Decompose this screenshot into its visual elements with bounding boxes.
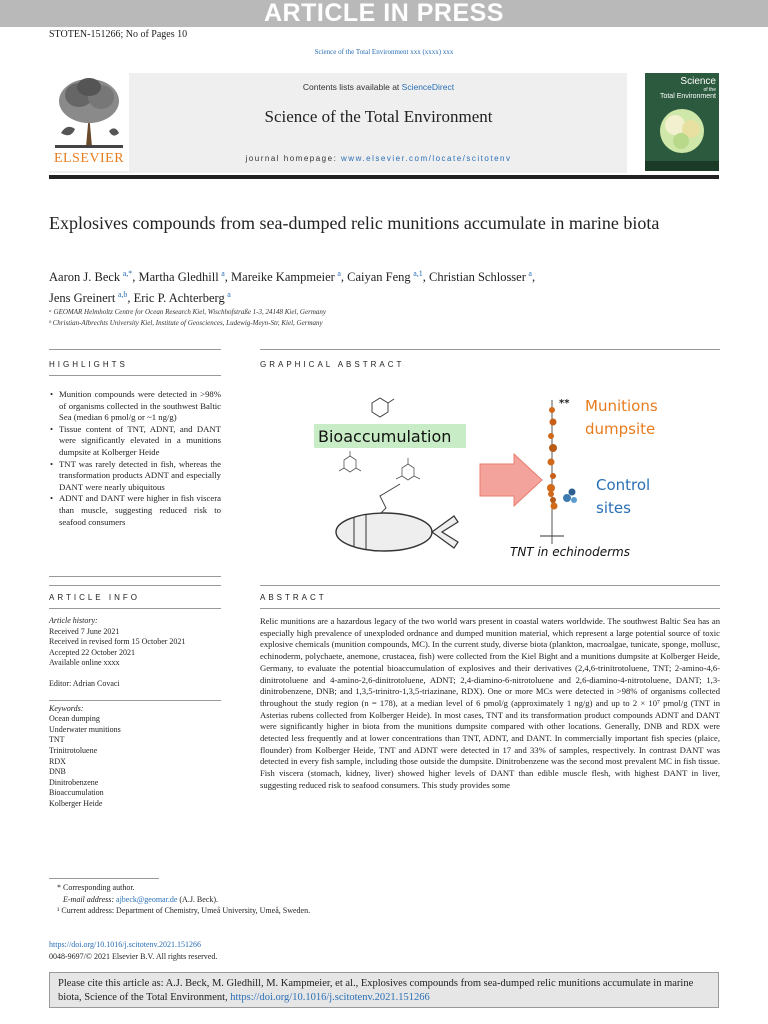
received-date: Received 7 June 2021 [49, 626, 120, 636]
bomb-icon [336, 513, 458, 551]
affiliation-b: ᵇ Christian-Albrechts University Kiel, Institute of Geosciences, Ludewig-Meyn-Str, Kiel, Germany [49, 319, 323, 327]
keyword[interactable]: Underwater munitions [49, 724, 121, 734]
highlight-item: • Munition compounds were detected in >98% of organisms collected in the southwest Baltic Sea (median 6 pmol/g or ~1 ng/g) [59, 389, 221, 424]
keyword[interactable]: RDX [49, 756, 66, 766]
cover-title-line-2: of the [703, 87, 716, 93]
author-affiliation-marker[interactable]: a [337, 269, 341, 278]
revised-date: Received in revised form 15 October 2021 [49, 637, 186, 647]
journal-reference-link[interactable]: Science of the Total Environment xxx (xxxx) xxx [314, 48, 454, 56]
graphical-abstract-figure[interactable] [304, 384, 670, 567]
author-affiliation-marker[interactable]: a,b [117, 290, 128, 300]
bioaccumulation-label: Bioaccumulation [318, 427, 452, 446]
leaching-line [378, 484, 400, 516]
author-name[interactable]: Jens Greinert [49, 291, 116, 306]
highlights-list [49, 389, 221, 528]
email-suffix: (A.J. Beck). [177, 894, 219, 904]
citation-doi-link[interactable]: https://doi.org/10.1016/j.scitotenv.2021.151266 [230, 992, 430, 1003]
contents-line [130, 82, 627, 92]
highlights-heading: HIGHLIGHTS [49, 360, 128, 369]
article-info-heading: ARTICLE INFO [49, 593, 140, 602]
article-info [49, 616, 221, 810]
abstract-heading: ABSTRACT [260, 593, 327, 602]
contents-prefix: Contents lists available at [302, 82, 402, 92]
highlights-rule-bottom [49, 375, 221, 376]
dumpsite-label: dumpsite [585, 420, 656, 438]
arrow-icon [480, 454, 542, 506]
keyword[interactable]: Kolberger Heide [49, 798, 103, 808]
cover-title-line-1: Science [680, 76, 716, 87]
author-list: Aaron J. Beck $^{a,*}$, Martha Gledhill $^a$, Mareike Kampmeier $^a$, Caiyan Feng $^{a,1}$, Christian Schlosser $^a$, Jens Greinert $^{a,b}$, Eric P. Achterberg $^a$ [49, 269, 536, 306]
keyword[interactable]: Trinitrotoluene [49, 745, 98, 755]
masthead-rule [49, 175, 719, 179]
citation-box [49, 972, 719, 1008]
homepage-prefix: journal homepage: [245, 154, 342, 163]
keyword[interactable]: TNT [49, 735, 65, 745]
article-in-press-banner: ARTICLE IN PRESS [0, 0, 768, 27]
tnt-molecule-icon [339, 451, 420, 480]
keyword[interactable]: DNB [49, 767, 66, 777]
author-affiliation-marker[interactable]: a [221, 269, 225, 278]
keyword[interactable]: Dinitrobenzene [49, 777, 99, 787]
significance-stars: ** [559, 398, 570, 409]
journal-homepage-link[interactable]: www.elsevier.com/locate/scitotenv [341, 154, 512, 163]
journal-homepage-line [130, 154, 627, 163]
article-info-rule-bottom [49, 608, 221, 609]
author-name[interactable]: Martha Gledhill [138, 270, 219, 285]
benzene-ring-icon [372, 398, 394, 417]
elsevier-tree-icon [49, 73, 129, 151]
author-affiliation-marker[interactable]: a [528, 269, 532, 278]
keyword[interactable]: Bioaccumulation [49, 788, 104, 798]
author-affiliation-marker[interactable]: a [227, 290, 231, 300]
highlight-item: • TNT was rarely detected in fish, whereas the transformation products ADNT and especially DANT were nearly ubiquitous [59, 459, 221, 494]
author-name[interactable]: Aaron J. Beck [49, 270, 121, 285]
affiliations [49, 307, 649, 329]
author-affiliation-marker[interactable]: a,* [122, 269, 133, 278]
abstract-text: Relic munitions are a hazardous legacy of the two world wars present in coastal waters worldwide. The southwest Baltic Sea has an especially high prevalence of unexploded ordnance and dumped munition material, which represent a large potential source of toxic explosive chemicals (munition compounds, MC). In the current study, diverse biota (plankton, macroalgae, tunicate, sponge, mollusc, echinoderm, polychaete, anemone, crustacea, fish) were collected from the Kiel Bight and a munitions dumpsite at Kolberger Heide, Germany, to evaluate the potential bioaccumulation of explosives and their derivatives (2,4,6-trinitrotoluene, TNT; 2-amino-4,6-dinitrotoluene and 4-amino-2,6-dinitrotoluene, ADNT; 2,4-diamino-6-nitrotoluene and 2,6-diamino-4-nitrotoluene, DANT; 1,3-dinitrobenzene, DNB; and 1,3,5-trinitro-1,3,5-triazinane, RDX). One or more MCs were detected in >98% of organisms collected throughout the study region (n = 178), at a median level of 6 pmol/g (approximately 1 ng/g) and up to 2 × 10⁷ pmol/g (TNT in Asterias rubens collected from Kolberger Heide). In most cases, TNT and its transformation product compounds ADNT and DANT were significantly higher in biota from the munitions dumpsite compared with other locations. Generally, DNB and RDX were detected less frequently and at lower concentrations than TNT, ADNT, and DANT. In commercially important fish species (plaice, flounder) from Kolberger Heide, TNT and ADNT were detected in 17 and 33% of samples, respectively. In contrast DANT was detected in every fish sample, including those outside the dumpsite. Dinitrobenzene was the second most prevalent MC in fish tissue. Fish viscera (stomach, kidney, liver) showed higher levels of DANT than edible muscle flesh, with highest DANT in liver, suggesting reduced risk to seafood consumers. This study provides some [260, 616, 720, 790]
control-label: Control [596, 476, 651, 494]
munitions-label: Munitions [585, 397, 658, 415]
cover-title-line-3: Total Environment [659, 93, 716, 100]
doi-link[interactable]: https://doi.org/10.1016/j.scitotenv.2021.151266 [49, 940, 201, 949]
keyword[interactable]: Ocean dumping [49, 714, 100, 724]
highlight-item: • Tissue content of TNT, ADNT, and DANT were significantly elevated in a munitions dumpsite at Kolberger Heide [59, 424, 221, 459]
highlights-rule [49, 349, 221, 350]
article-identifier: STOTEN-151266; No of Pages 10 [49, 29, 188, 40]
author-name[interactable]: Christian Schlosser [429, 270, 526, 285]
footnotes [49, 882, 549, 917]
footnote-rule [49, 878, 159, 879]
accepted-date: Accepted 22 October 2021 [49, 647, 135, 657]
citation-text: Please cite this article as: A.J. Beck, M. Gledhill, M. Kampmeier, et al., Explosives compounds from sea-dumped relic munitions accumulate in marine biota, Science of the Total Environment, [58, 978, 694, 1003]
doi-block [49, 939, 449, 963]
journal-title: Science of the Total Environment [264, 107, 493, 126]
copyright: 0048-9697/© 2021 Elsevier B.V. All rights reserved. [49, 952, 218, 961]
abstract-rule-bottom [260, 608, 720, 609]
keywords-label: Keywords: [49, 703, 84, 713]
abstract-rule [260, 585, 720, 586]
corresponding-author-note: * Corresponding author. [57, 883, 135, 892]
article-history-label: Article history: [49, 616, 98, 625]
author-affiliation-marker[interactable]: a,1 [413, 269, 423, 278]
highlight-item: • ADNT and DANT were higher in fish viscera than muscle, suggesting reduced risk to seafood consumers [59, 493, 221, 528]
sites-label: sites [596, 499, 631, 517]
highlights-end-rule [49, 576, 221, 577]
cover-title [648, 77, 716, 101]
paper-title: Explosives compounds from sea-dumped relic munitions accumulate in marine biota [49, 213, 660, 233]
graphical-abstract-rule [260, 349, 720, 350]
article-info-rule [49, 585, 221, 586]
tnt-echinoderms-label: TNT in echinoderms [510, 545, 630, 559]
author-name[interactable]: Mareike Kampmeier [231, 270, 335, 285]
editor: Editor: Adrian Covaci [49, 678, 120, 688]
elsevier-wordmark: ELSEVIER [53, 151, 125, 166]
graphical-abstract-heading: GRAPHICAL ABSTRACT [260, 360, 405, 369]
current-address-note: ¹ Current address: Department of Chemistry, Umeå University, Umeå, Sweden. [57, 906, 311, 916]
author-name[interactable]: Caiyan Feng [347, 270, 411, 285]
starfish-dumpsite-column [547, 400, 557, 544]
email-link[interactable]: ajbeck@geomar.de [116, 894, 178, 904]
email-label: E-mail address: [63, 894, 117, 904]
journal-cover-thumbnail[interactable] [645, 73, 719, 171]
affiliation-a: ᵃ GEOMAR Helmholtz Centre for Ocean Research Kiel, Wischhofstraße 1-3, 24148 Kiel, Germany [49, 308, 326, 316]
sciencedirect-link[interactable]: ScienceDirect [401, 82, 455, 92]
online-date: Available online xxxx [49, 658, 120, 668]
author-name[interactable]: Eric P. Achterberg [133, 291, 225, 306]
